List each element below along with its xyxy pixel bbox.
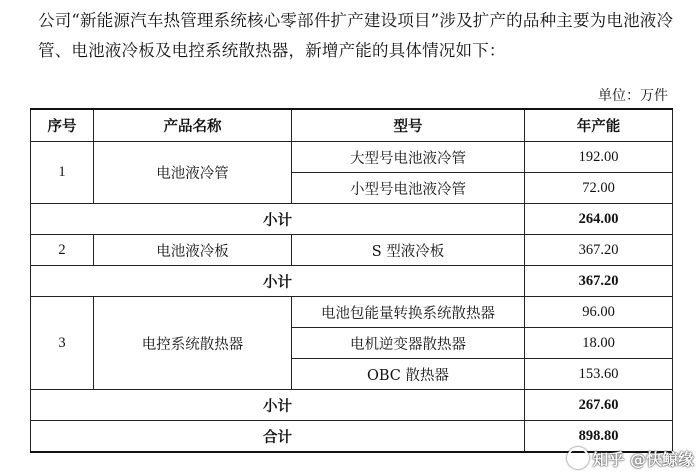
intro-paragraph: 公司“新能源汽车热管理系统核心零部件扩产建设项目”涉及扩产的品种主要为电池液冷管、电池液冷板及电控系统散热器，新增产能的具体情况如下： (38, 11, 674, 60)
model-cell: OBC 散热器 (292, 359, 525, 390)
capacity-cell: 18.00 (525, 328, 673, 359)
header-no: 序号 (31, 109, 94, 142)
watermark (567, 447, 694, 470)
product-name: 电控系统散热器 (94, 297, 292, 390)
header-model: 型号 (292, 109, 525, 142)
subtotal-value: 367.20 (525, 266, 673, 297)
table-row (31, 297, 673, 328)
subtotal-label: 小计 (31, 204, 525, 235)
group-no: 3 (31, 297, 94, 390)
total-label: 合计 (31, 421, 525, 453)
capacity-cell: 72.00 (525, 173, 673, 204)
group-no: 1 (31, 142, 94, 204)
capacity-cell: 367.20 (525, 235, 673, 266)
subtotal-row (31, 390, 673, 421)
subtotal-row (31, 204, 673, 235)
table-row (31, 142, 673, 173)
model-cell: 小型号电池液冷管 (292, 173, 525, 204)
header-capacity: 年产能 (525, 109, 673, 142)
subtotal-value: 264.00 (525, 204, 673, 235)
model-cell: 电池包能量转换系统散热器 (292, 297, 525, 328)
table-row (31, 235, 673, 266)
model-cell: 大型号电池液冷管 (292, 142, 525, 173)
unit-label: 单位：万件 (598, 88, 668, 104)
subtotal-label: 小计 (31, 266, 525, 297)
model-cell: S 型液冷板 (292, 235, 525, 266)
header-product: 产品名称 (94, 109, 292, 142)
table-header-row (31, 109, 673, 142)
capacity-cell: 192.00 (525, 142, 673, 173)
capacity-table (30, 108, 673, 453)
product-name: 电池液冷管 (94, 142, 292, 204)
product-name: 电池液冷板 (94, 235, 292, 266)
total-value: 898.80 (525, 421, 673, 453)
model-cell: 电机逆变器散热器 (292, 328, 525, 359)
subtotal-row (31, 266, 673, 297)
group-no: 2 (31, 235, 94, 266)
capacity-cell: 96.00 (525, 297, 673, 328)
zhihu-logo-icon (567, 447, 589, 469)
subtotal-value: 267.60 (525, 390, 673, 421)
subtotal-label: 小计 (31, 390, 525, 421)
capacity-cell: 153.60 (525, 359, 673, 390)
watermark-text: 知乎 @快鲸缘 (592, 450, 694, 469)
